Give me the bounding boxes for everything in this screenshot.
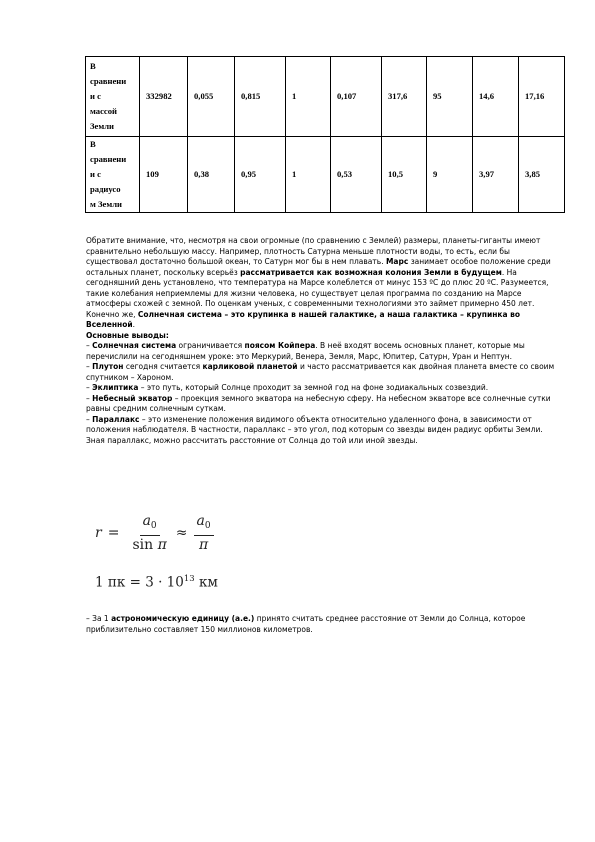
var-pi: π — [198, 537, 209, 553]
table-cell: 0,107 — [331, 57, 382, 137]
text-span: принято считать среднее расстояние от Земли до Солнца, которое приблизительно составляет 150 миллионов километров. — [86, 614, 526, 634]
table-cell: 9 — [427, 137, 473, 213]
table-row — [86, 57, 565, 137]
row-header-radius — [86, 137, 140, 213]
row-header-line: сравнени — [90, 76, 127, 86]
table-cell: 3,97 — [473, 137, 519, 213]
row-header-line: В — [90, 61, 96, 71]
body-text — [86, 236, 558, 446]
planet-comparison-table — [85, 56, 565, 213]
fraction-numerator — [140, 512, 160, 536]
parallax-formula — [95, 512, 218, 554]
dash: – — [86, 383, 93, 392]
conclusions-heading — [86, 331, 558, 342]
term: поясом Койпера — [244, 341, 316, 350]
parsec-unit: км — [194, 574, 218, 591]
text-span: сегодня считается — [123, 362, 203, 371]
au-paragraph — [86, 614, 558, 635]
formula-row — [95, 512, 218, 554]
row-header-line: м Земли — [90, 199, 122, 209]
text-span: – проекция земного экватора на небесную сферу. На небесном экваторе все солнечные сутки равны средним солнечным суткам. — [86, 393, 551, 413]
formula-lhs: r — [95, 525, 102, 541]
paragraph-galaxy — [86, 310, 558, 331]
text-span: Обратите внимание, что, несмотря на свои огромные (по сравнению с Землей) размеры, планеты-гиганты имеют сравнительно небольшую массу. Например, плотность Сатурна меньше плотности воды, то есть, если бы существовал достаточно большой океан, то Сатурн мог бы в нем плавать. — [86, 236, 541, 266]
subscript: 0 — [204, 521, 211, 531]
table-cell: 332982 — [140, 57, 188, 137]
term: Эклиптика — [92, 383, 139, 392]
row-header-line: сравнени — [90, 154, 127, 164]
var-a: a — [142, 513, 151, 529]
text-span: Конечно же, — [86, 309, 138, 319]
table-cell: 1 — [286, 137, 331, 213]
table-cell: 14,6 — [473, 57, 519, 137]
text-span: . На сегодняшний день установлено, что температура на Марсе колеблется от минус 153 ºС до плюс 20 ºС. Разумеется, такие колебания неприемлемы для жизни человека, но существует целая программа по созданию на Марсе атмосферы схожей с земной. По оценкам ученых, с современными технологиями это займет примерно 450 лет. — [86, 267, 549, 308]
row-header-line: радиусо — [90, 184, 121, 194]
dash: – — [86, 362, 93, 371]
table-row — [86, 137, 565, 213]
conclusion-item — [86, 394, 558, 415]
table-cell: 0,53 — [331, 137, 382, 213]
bold-phrase: Солнечная система – это крупинка в нашей галактике, а наша галактика – крупинка во Вселенной — [86, 309, 521, 329]
row-header-line: В — [90, 139, 96, 149]
text-span: ограничивается — [176, 341, 245, 350]
table-cell: 3,85 — [519, 137, 565, 213]
row-header-mass — [86, 57, 140, 137]
fraction-pi — [194, 512, 214, 554]
heading-text: Основные выводы: — [86, 330, 169, 340]
table-cell: 0,95 — [235, 137, 286, 213]
term: Плутон — [92, 362, 124, 371]
term: Параллакс — [92, 414, 140, 424]
table-cell: 10,5 — [382, 137, 427, 213]
fraction-denominator — [129, 536, 169, 554]
text-span: – За 1 — [86, 614, 112, 623]
term-mars: Марс — [385, 257, 409, 266]
text-span: . — [132, 320, 135, 329]
fraction-denominator — [196, 536, 211, 554]
table-cell: 0,815 — [235, 57, 286, 137]
table-cell: 95 — [427, 57, 473, 137]
fraction-sin — [129, 512, 169, 554]
table-cell: 109 — [140, 137, 188, 213]
formula-approx: ≈ — [175, 525, 188, 541]
exponent: 13 — [183, 574, 195, 584]
fraction-numerator — [194, 512, 214, 536]
sin-function: sin — [132, 537, 154, 553]
text-span: и часто рассматривается как двойная планета вместе со своим спутником – Хароном. — [86, 362, 555, 382]
formula-equals: = — [107, 525, 120, 541]
paragraph-planets-mars — [86, 236, 558, 310]
text-span: . В неё входят восемь основных планет, которые мы перечислили на сегодняшнем уроке: это Меркурий, Венера, Земля, Марс, Юпитер, Сатурн, Уран и Нептун. — [86, 341, 525, 361]
table-cell: 1 — [286, 57, 331, 137]
table-cell: 17,16 — [519, 57, 565, 137]
conclusion-item — [86, 415, 558, 447]
row-header-line: и с — [90, 169, 101, 179]
var-pi: π — [157, 537, 167, 553]
text-span: – это путь, который Солнце проходит за земной год на фоне зодиакальных созвездий. — [138, 383, 489, 392]
dash: – — [86, 414, 93, 424]
conclusion-item — [86, 341, 558, 362]
subscript: 0 — [150, 521, 157, 531]
parsec-text: 1 пк = 3 · 10 — [95, 574, 184, 591]
conclusion-item — [86, 362, 558, 383]
table-cell: 0,055 — [188, 57, 235, 137]
table-cell: 317,6 — [382, 57, 427, 137]
row-header-line: Земли — [90, 121, 114, 131]
term: Солнечная система — [92, 341, 177, 350]
table-cell: 0,38 — [188, 137, 235, 213]
row-header-line: массой — [90, 106, 117, 116]
term: Небесный экватор — [92, 393, 173, 403]
row-header-line: и с — [90, 91, 101, 101]
dash: – — [86, 341, 93, 350]
dash: – — [86, 393, 93, 403]
text-span: занимает особое положение среди остальных планет, поскольку всерьёз — [86, 257, 551, 277]
var-a: a — [196, 513, 205, 529]
text-span: – это изменение положения видимого объекта относительно удаленного фона, в зависимости от положения наблюдателя. В частности, параллакс – это угол, под которым со звезды виден радиус орбиты Земли. Зная параллакс, можно рассчитать расстояние от Солнца до той или иной звезды. — [86, 414, 543, 445]
bold-phrase: рассматривается как возможная колония Земли в будущем — [240, 267, 502, 277]
parsec-formula — [95, 574, 218, 591]
conclusion-item — [86, 383, 558, 394]
term: карликовой планетой — [202, 362, 298, 371]
term-au: астрономическую единицу (а.е.) — [111, 614, 255, 623]
